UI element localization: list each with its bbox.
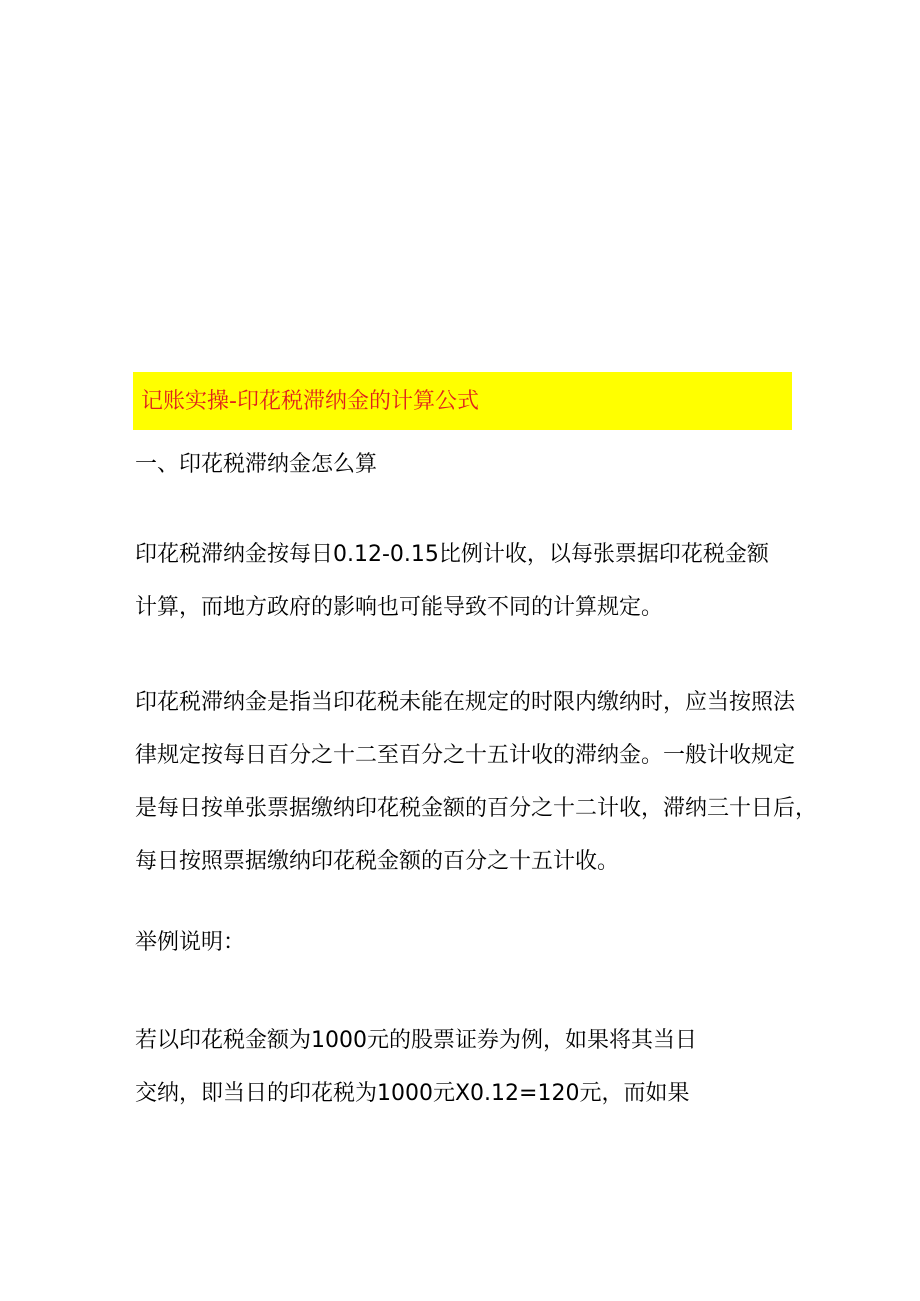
text-line: 印花税滞纳金是指当印花税未能在规定的时限内缴纳时，应当按照法 [135,690,796,715]
text-line: 计算，而地方政府的影响也可能导致不同的计算规定。 [135,595,664,620]
text-line: 若以印花税金额为1000元的股票证券为例，如果将其当日 [135,1028,697,1053]
paragraph-rate [135,542,795,621]
paragraph-example [135,1028,795,1107]
title-banner [133,372,792,430]
document-title: 记账实操-印花税滞纳金的计算公式 [141,389,479,414]
example-label: 举例说明： [135,930,246,955]
text-line: 是每日按单张票据缴纳印花税金额的百分之十二计收，滞纳三十日后， [135,796,818,821]
text-line: 交纳，即当日的印花税为1000元X0.12=120元，而如果 [135,1081,690,1106]
paragraph-definition [135,690,818,875]
text-line: 每日按照票据缴纳印花税金额的百分之十五计收。 [135,849,620,874]
text-line: 印花税滞纳金按每日0.12-0.15比例计收，以每张票据印花税金额 [135,542,769,567]
text-line: 律规定按每日百分之十二至百分之十五计收的滞纳金。一般计收规定 [135,743,796,768]
section-heading: 一、印花税滞纳金怎么算 [135,452,378,477]
